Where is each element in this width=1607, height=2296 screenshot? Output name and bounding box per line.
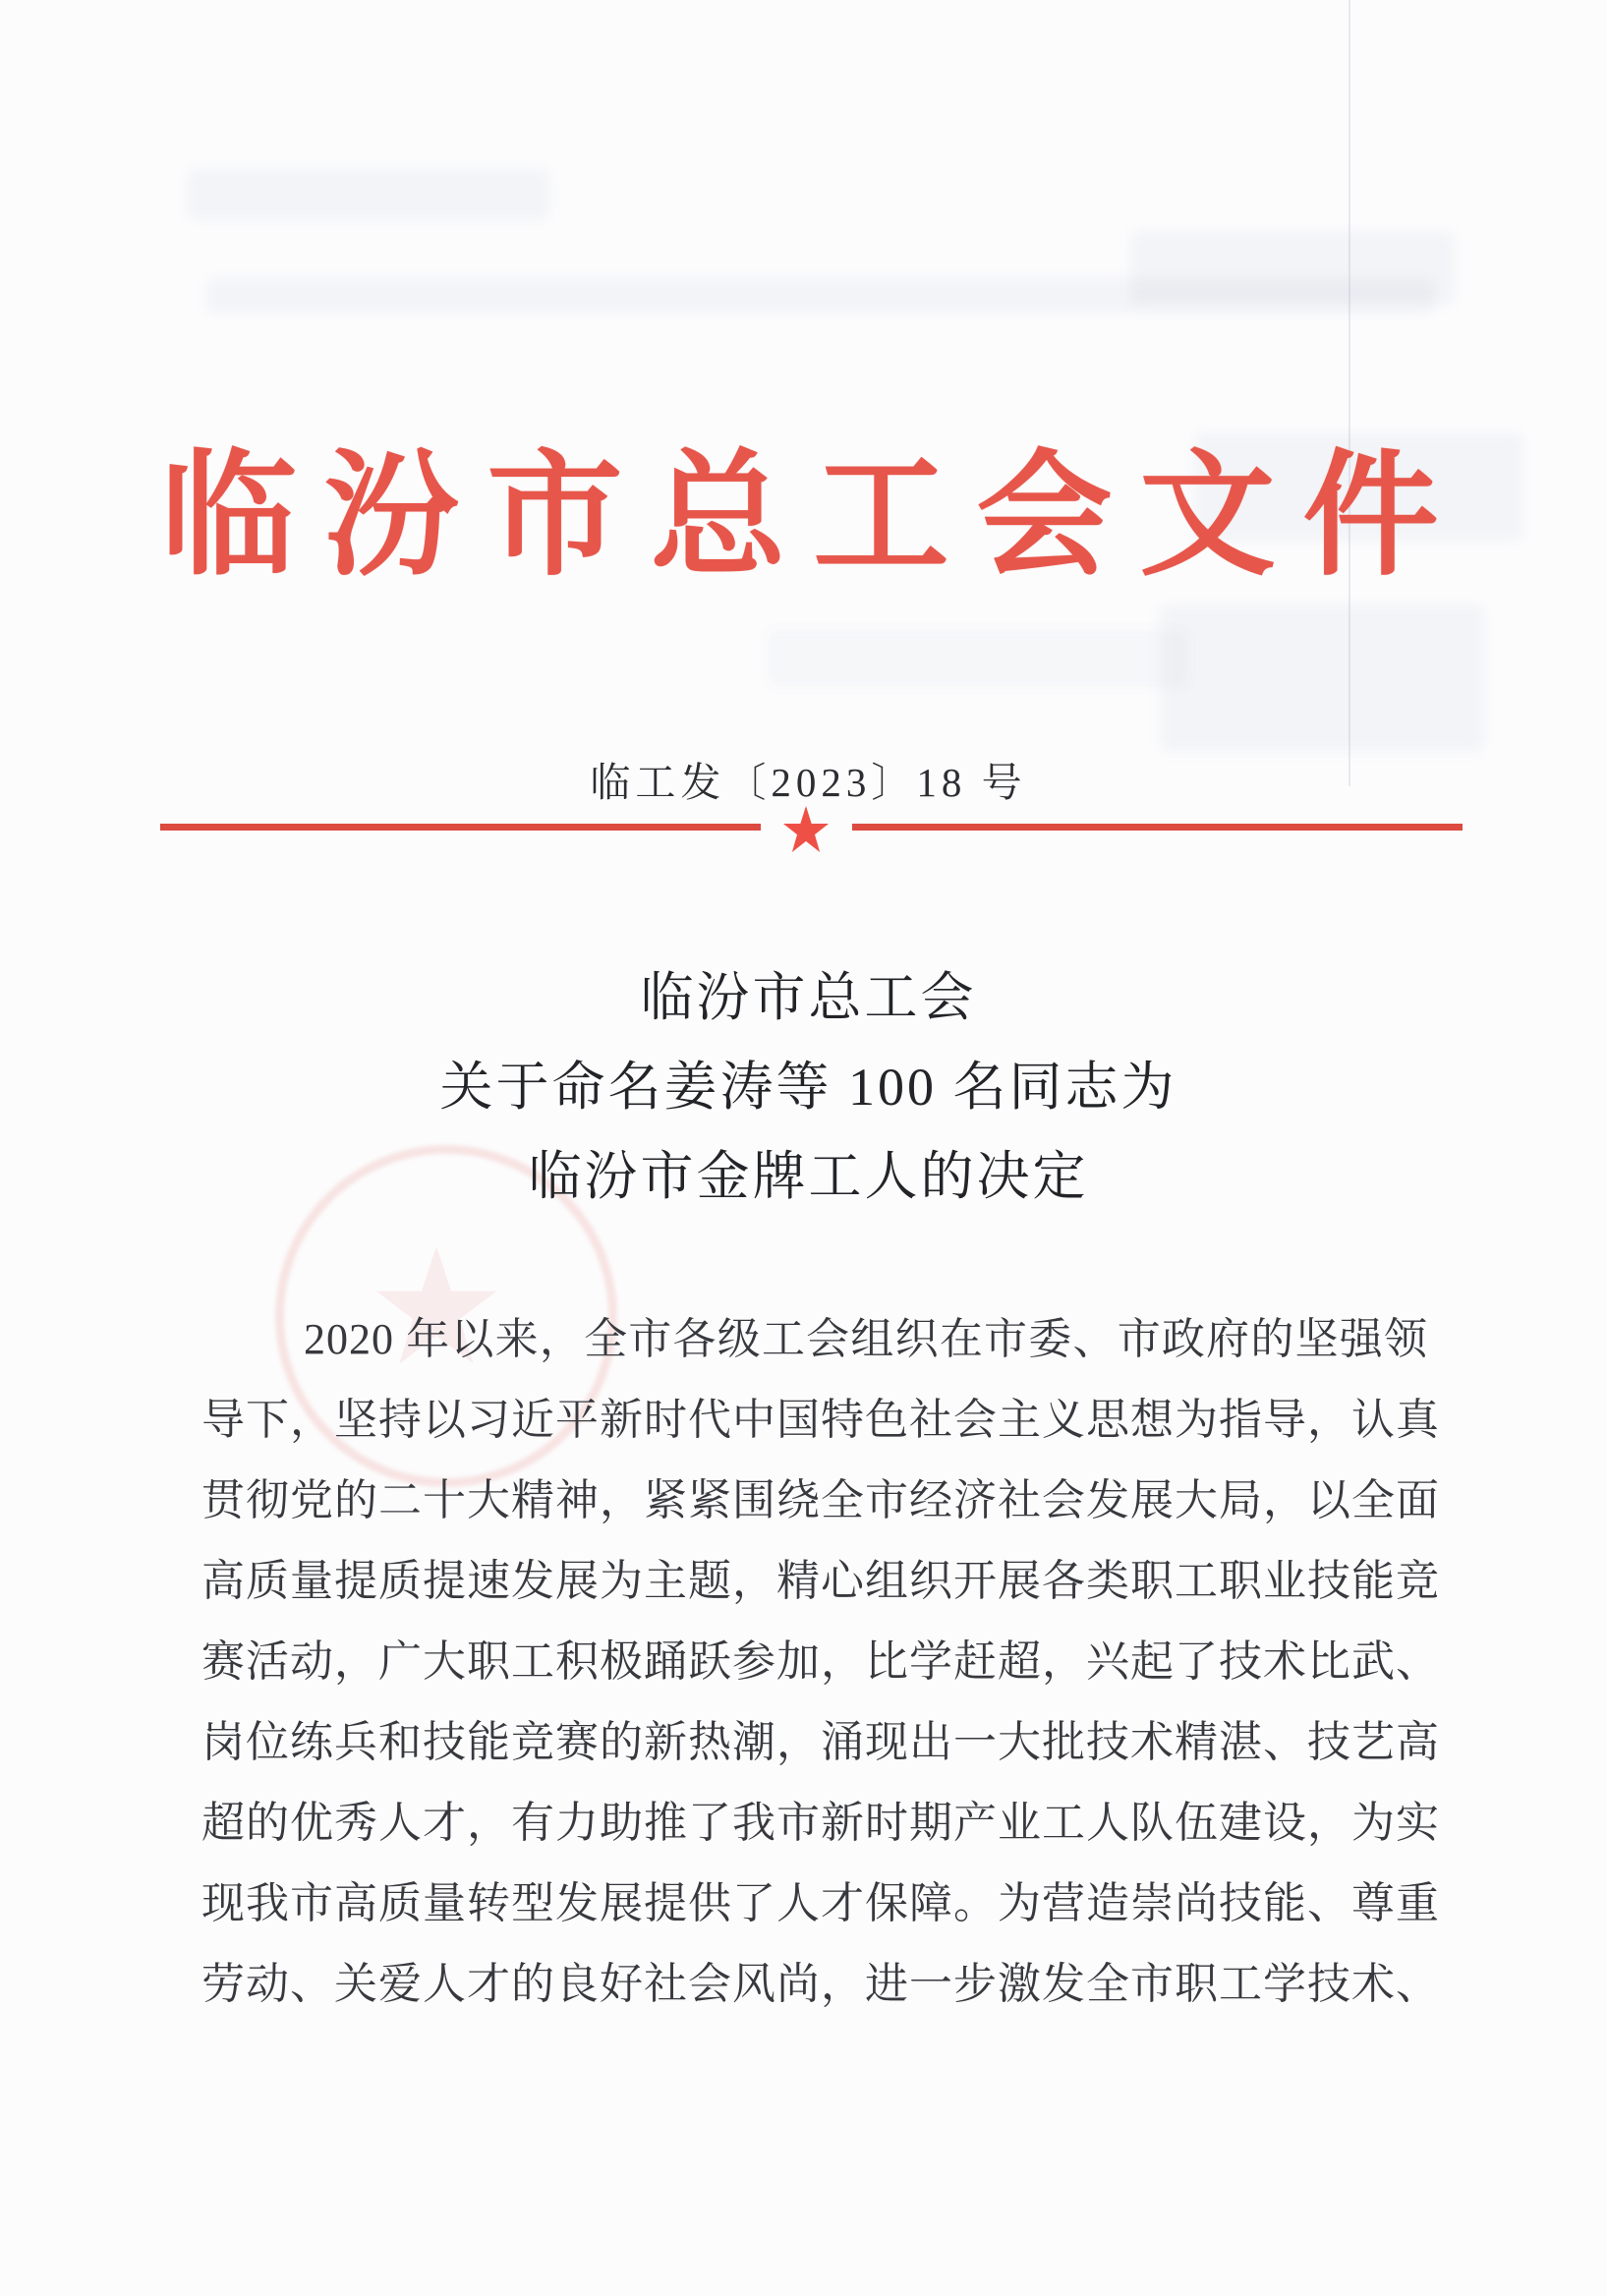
red-divider-right (852, 824, 1463, 831)
body-line: 贯彻党的二十大精神，紧紧围绕全市经济社会发展大局，以全面 (201, 1476, 1440, 1524)
body-line: 赛活动，广大职工积极踊跃参加，比学赶超，兴起了技术比武、 (201, 1637, 1440, 1686)
document-number: 临工发〔2023〕18 号 (590, 760, 1027, 805)
body-line: 导下，坚持以习近平新时代中国特色社会主义思想为指导，认真 (201, 1396, 1440, 1444)
body-line: 现我市高质量转型发展提供了人才保障。为营造崇尚技能、尊重 (201, 1879, 1440, 1927)
document-title (0, 953, 1607, 1222)
document-title-line-1: 临汾市总工会 (640, 968, 977, 1027)
red-divider-left (160, 824, 761, 831)
bleedthrough-smudge (1160, 604, 1484, 752)
document-title-line-2: 关于命名姜涛等 100 名同志为 (439, 1058, 1177, 1117)
bleedthrough-smudge (187, 169, 550, 220)
body-line: 高质量提质提速发展为主题，精心组织开展各类职工职业技能竞 (201, 1557, 1440, 1605)
star-icon (782, 806, 830, 857)
body-line: 超的优秀人才，有力助推了我市新时期产业工人队伍建设，为实 (201, 1799, 1440, 1847)
bleedthrough-smudge (767, 629, 1189, 688)
body-paragraph (201, 1299, 1440, 2025)
body-line: 2020 年以来，全市各级工会组织在市委、市政府的坚强领 (304, 1315, 1428, 1363)
body-line: 岗位练兵和技能竞赛的新热潮，涌现出一大批技术精湛、技艺高 (201, 1718, 1440, 1766)
scan-streak-line (1349, 0, 1350, 786)
document-title-line-3: 临汾市金牌工人的决定 (528, 1147, 1089, 1206)
letterhead-title: 临汾市总工会文件 (160, 441, 1466, 592)
bleedthrough-smudge (1130, 231, 1455, 305)
body-line: 劳动、关爱人才的良好社会风尚，进一步激发全市职工学技术、 (201, 1960, 1440, 2008)
